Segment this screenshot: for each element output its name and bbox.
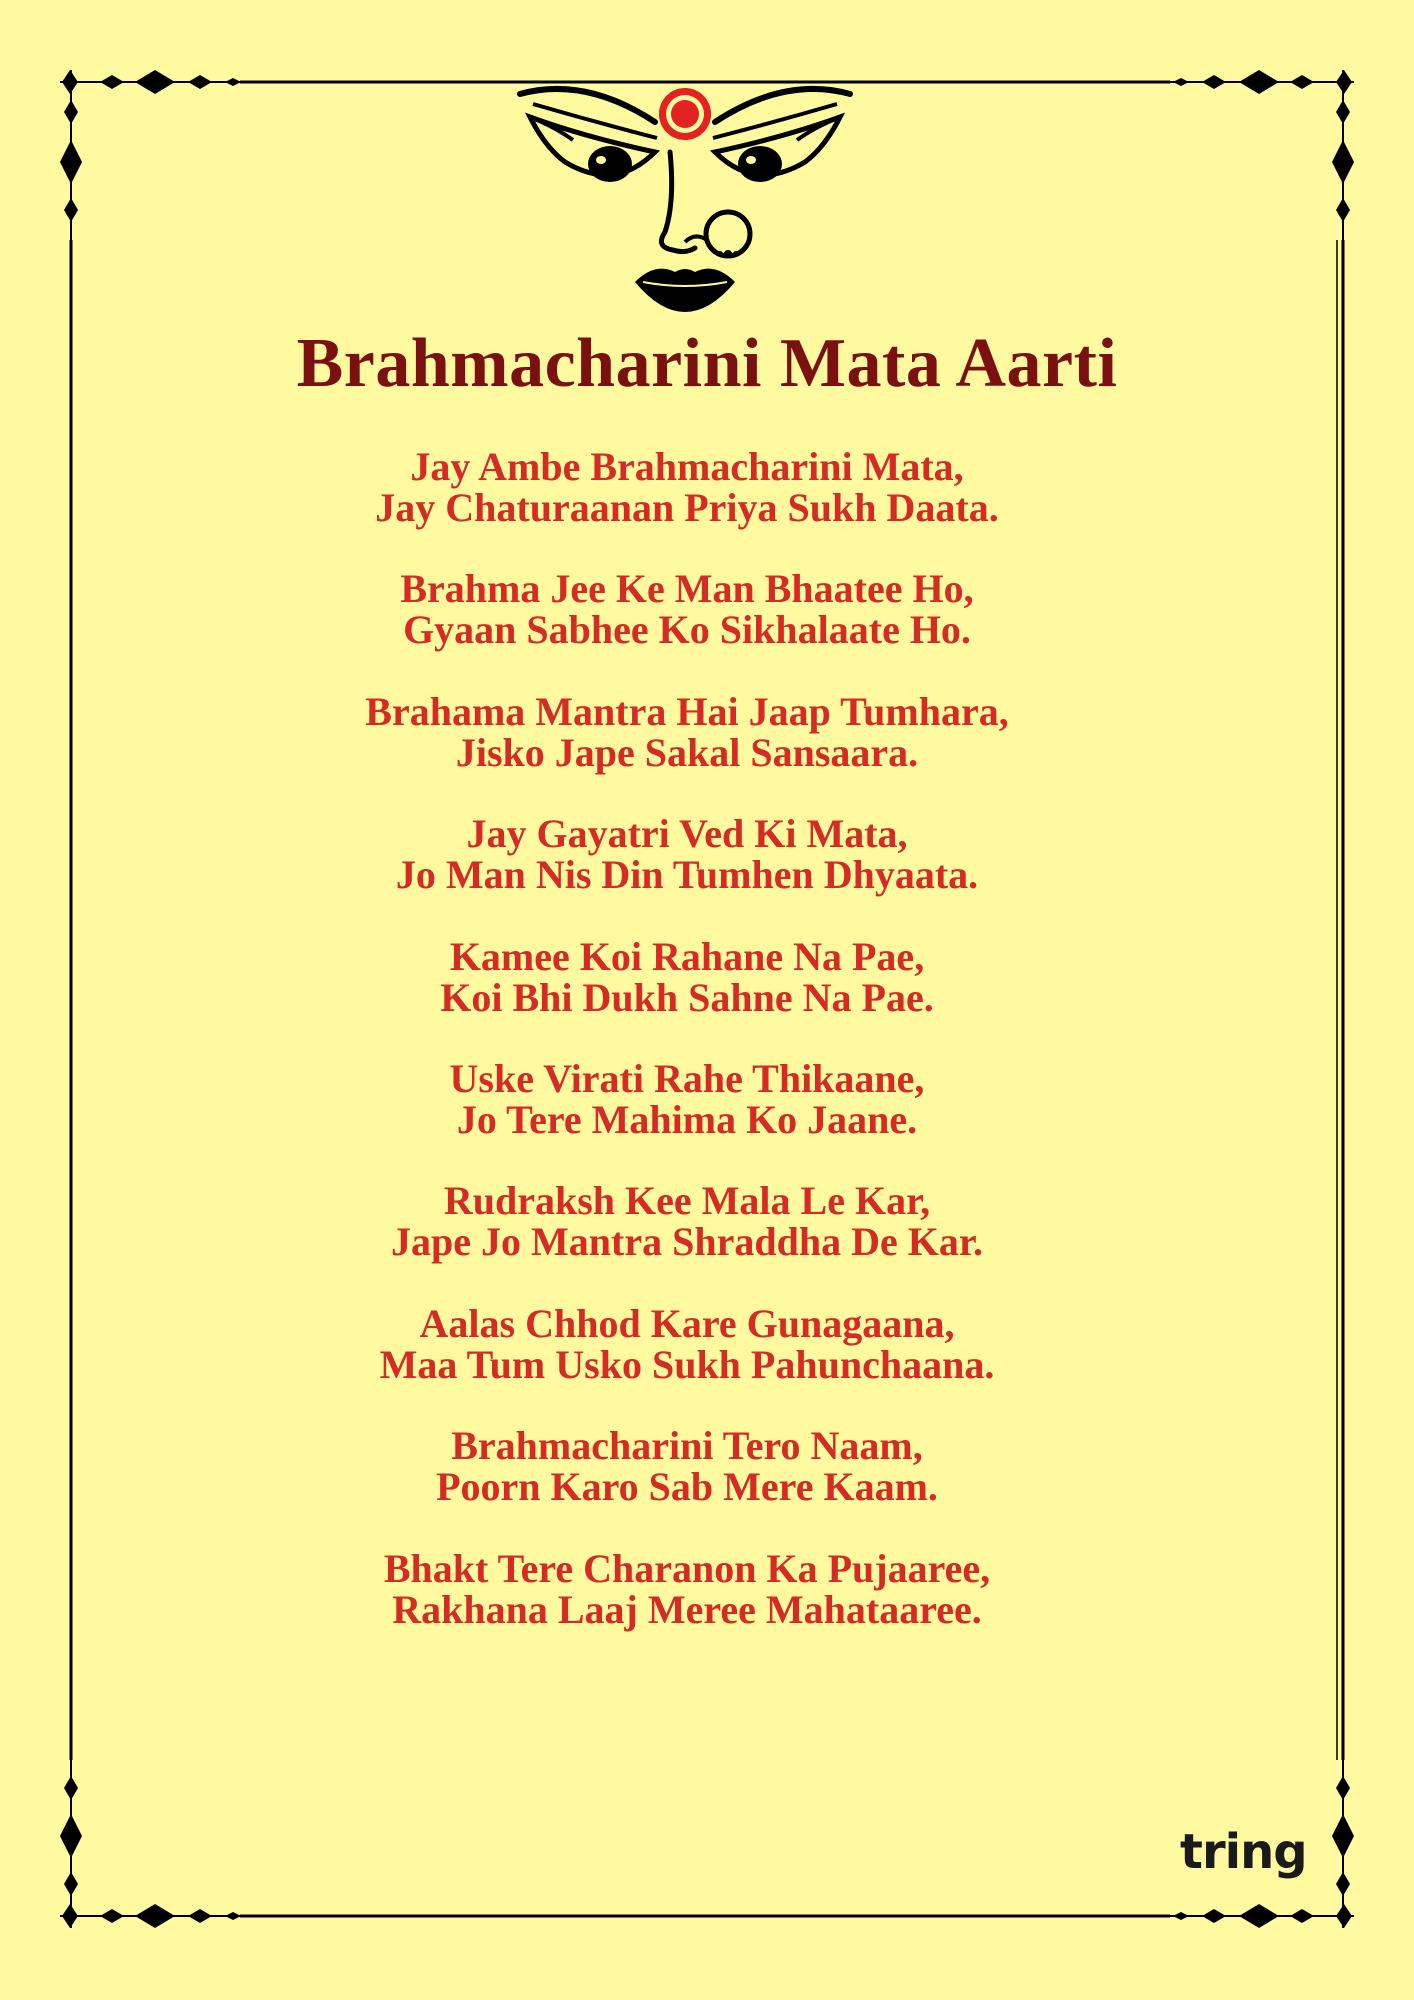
stanza [0,1300,1374,1387]
verse-line: Uske Virati Rahe Thikaane, [449,1055,925,1101]
stanza [0,566,1374,653]
verse-line: Rakhana Laaj Meree Mahataaree. [392,1586,982,1632]
aarti-verses [0,446,1374,1670]
stanza [0,1055,1374,1142]
stanza [0,933,1374,1020]
goddess-face-icon [515,82,855,322]
verse-line: Koi Bhi Dukh Sahne Na Pae. [440,974,934,1020]
corner-ornament-top-left [60,70,250,240]
verse-line: Jay Ambe Brahmacharini Mata, [410,444,964,489]
verse-line: Rudraksh Kee Mala Le Kar, [443,1178,931,1224]
brand-logo: tring [1180,1824,1307,1880]
verse-line: Jay Chaturaanan Priya Sukh Daata. [375,485,999,530]
verse-line: Aalas Chhod Kare Gunagaana, [419,1300,955,1346]
stanza [0,1545,1374,1632]
verse-line: Brahama Mantra Hai Jaap Tumhara, [365,688,1009,734]
verse-line: Brahmacharini Tero Naam, [451,1423,923,1469]
verse-line: Poorn Karo Sab Mere Kaam. [436,1464,938,1510]
stanza [0,811,1374,898]
stanza [0,446,1374,528]
verse-line: Jay Gayatri Ved Ki Mata, [466,811,908,857]
stanza [0,1178,1374,1265]
verse-line: Brahma Jee Ke Man Bhaatee Ho, [400,566,974,612]
verse-line: Kamee Koi Rahane Na Pae, [449,933,925,979]
verse-line: Jo Tere Mahima Ko Jaane. [456,1096,918,1142]
stanza [0,688,1374,775]
verse-line: Maa Tum Usko Sukh Pahunchaana. [379,1341,995,1387]
verse-line: Jo Man Nis Din Tumhen Dhyaata. [395,852,979,898]
bindi-icon [659,88,711,140]
stanza [0,1423,1374,1510]
page-title: Brahmacharini Mata Aarti [296,325,1118,402]
verse-line: Gyaan Sabhee Ko Sikhalaate Ho. [403,607,971,653]
verse-line: Bhakt Tere Charanon Ka Pujaaree, [383,1545,991,1591]
verse-line: Jape Jo Mantra Shraddha De Kar. [391,1219,983,1265]
corner-ornament-top-right [1160,70,1354,240]
verse-line: Jisko Jape Sakal Sansaara. [455,729,919,775]
corner-ornament-bottom-left [60,1760,250,1928]
